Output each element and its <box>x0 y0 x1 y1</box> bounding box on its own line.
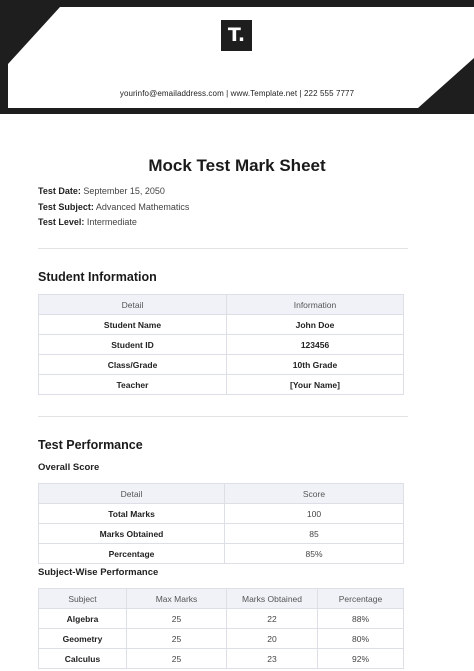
table-row <box>39 355 404 375</box>
test-level-value: Intermediate <box>86 217 137 227</box>
table-row <box>39 375 404 395</box>
table-cell: Percentage <box>39 544 225 564</box>
table-cell: 22 <box>227 609 318 629</box>
test-level <box>38 217 137 227</box>
table-cell: Calculus <box>39 649 127 669</box>
column-header: Detail <box>39 484 225 504</box>
table-cell: Class/Grade <box>39 355 227 375</box>
section-divider <box>38 248 408 249</box>
subject-wise-table <box>38 588 404 669</box>
table-row <box>39 315 404 335</box>
table-cell: Teacher <box>39 375 227 395</box>
subject-wise-heading: Subject-Wise Performance <box>38 567 159 578</box>
table-cell: 123456 <box>227 335 404 355</box>
overall-score-heading: Overall Score <box>38 462 100 473</box>
table-row <box>39 649 404 669</box>
column-header: Information <box>227 295 404 315</box>
table-row <box>39 524 404 544</box>
test-subject-value: Advanced Mathematics <box>95 202 190 212</box>
table-cell: 85 <box>225 524 404 544</box>
table-cell: 25 <box>127 609 227 629</box>
table-cell: 25 <box>127 629 227 649</box>
page-title: Mock Test Mark Sheet <box>148 156 326 175</box>
contact-line: yourinfo@emailaddress.com | www.Template.net | 222 555 7777 <box>119 89 355 98</box>
column-header: Subject <box>39 589 127 609</box>
table-row <box>39 335 404 355</box>
table-cell: 88% <box>318 609 404 629</box>
table-cell: 100 <box>225 504 404 524</box>
company-logo: T. <box>221 20 252 51</box>
table-header-row <box>39 295 404 315</box>
table-cell: [Your Name] <box>227 375 404 395</box>
column-header: Marks Obtained <box>227 589 318 609</box>
column-header: Percentage <box>318 589 404 609</box>
table-cell: Algebra <box>39 609 127 629</box>
table-row <box>39 544 404 564</box>
table-cell: Total Marks <box>39 504 225 524</box>
column-header: Max Marks <box>127 589 227 609</box>
table-cell: Student ID <box>39 335 227 355</box>
table-header-row <box>39 589 404 609</box>
table-cell: 23 <box>227 649 318 669</box>
section-divider <box>38 416 408 417</box>
test-performance-heading: Test Performance <box>38 438 143 452</box>
table-cell: 20 <box>227 629 318 649</box>
table-cell: Marks Obtained <box>39 524 225 544</box>
table-row <box>39 629 404 649</box>
test-date <box>38 186 165 196</box>
test-subject-label: Test Subject: <box>38 202 94 212</box>
test-date-value: September 15, 2050 <box>83 186 165 196</box>
column-header: Score <box>225 484 404 504</box>
table-cell: 80% <box>318 629 404 649</box>
table-cell: Student Name <box>39 315 227 335</box>
table-cell: 85% <box>225 544 404 564</box>
student-info-heading: Student Information <box>38 270 157 284</box>
student-info-table <box>38 294 404 395</box>
overall-score-table <box>38 483 404 564</box>
test-level-label: Test Level: <box>38 217 85 227</box>
test-subject <box>38 202 189 212</box>
column-header: Detail <box>39 295 227 315</box>
table-row <box>39 504 404 524</box>
table-cell: 92% <box>318 649 404 669</box>
table-cell: 10th Grade <box>227 355 404 375</box>
test-date-label: Test Date: <box>38 186 81 196</box>
table-row <box>39 609 404 629</box>
table-cell: Geometry <box>39 629 127 649</box>
letterhead-banner <box>0 0 474 114</box>
table-header-row <box>39 484 404 504</box>
table-cell: John Doe <box>227 315 404 335</box>
table-cell: 25 <box>127 649 227 669</box>
